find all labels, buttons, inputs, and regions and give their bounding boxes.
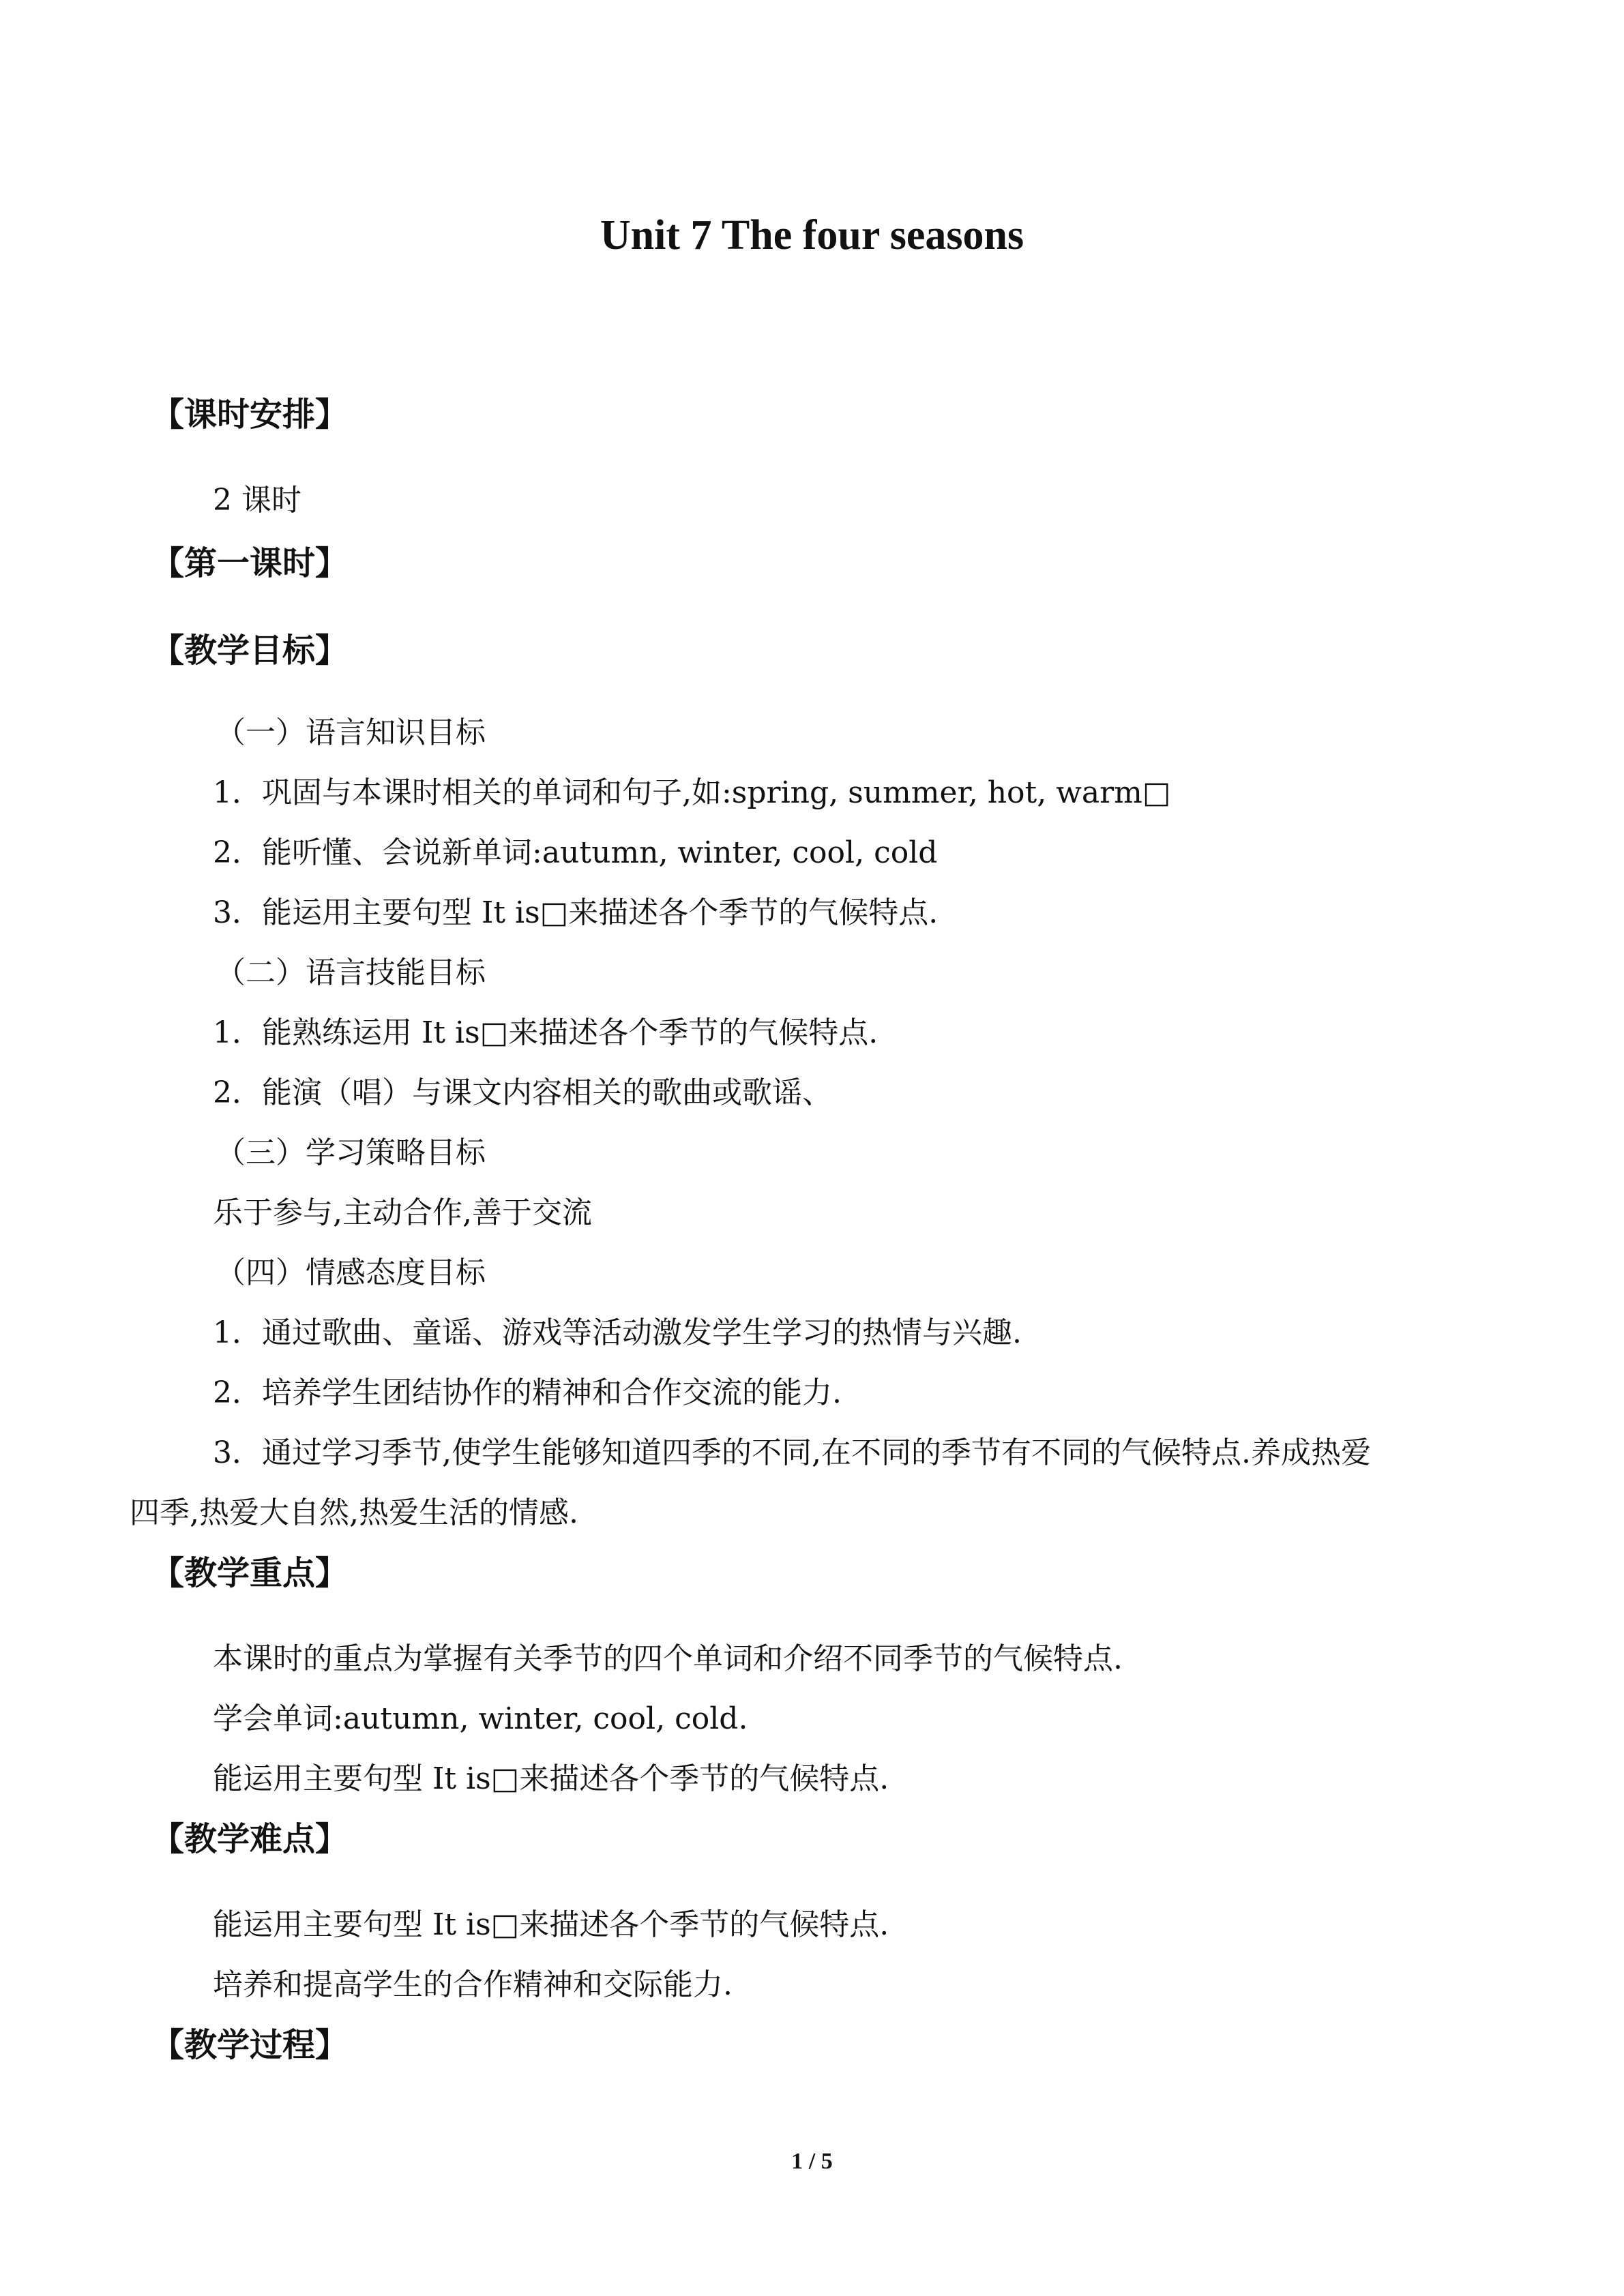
heading-key-points: 【教学重点】 [151,1554,349,1592]
key-point-2: 学会单词:autumn, winter, cool, cold. [213,1701,748,1736]
objective-group-1: （一）语言知识目标 [216,715,486,750]
heading-schedule: 【课时安排】 [151,396,349,434]
objective-3-1: 乐于参与,主动合作,善于交流 [213,1195,592,1230]
difficulty-2: 培养和提高学生的合作精神和交际能力. [213,1967,733,2002]
document-title: Unit 7 The four seasons [600,212,1024,258]
objective-1-1: 1．巩固与本课时相关的单词和句子,如:spring, summer, hot, warm□ [213,775,1171,810]
objective-2-2: 2．能演（唱）与课文内容相关的歌曲或歌谣、 [213,1075,832,1110]
heading-objectives: 【教学目标】 [151,631,349,670]
objective-4-3-line-2: 四季,热爱大自然,热爱生活的情感. [130,1495,578,1530]
objective-group-4: （四）情感态度目标 [216,1255,486,1290]
key-point-3: 能运用主要句型 It is□来描述各个季节的气候特点. [213,1761,889,1796]
objective-group-2: （二）语言技能目标 [216,955,486,990]
schedule-value: 2 课时 [213,483,301,518]
heading-difficulties: 【教学难点】 [151,1820,349,1858]
objective-4-3-line-1: 3．通过学习季节,使学生能够知道四季的不同,在不同的季节有不同的气候特点.养成热爱 [213,1435,1371,1470]
objective-4-1: 1．通过歌曲、童谣、游戏等活动激发学生学习的热情与兴趣. [213,1315,1022,1350]
heading-process: 【教学过程】 [151,2026,349,2064]
objective-1-2: 2．能听懂、会说新单词:autumn, winter, cool, cold [213,835,938,870]
difficulty-1: 能运用主要句型 It is□来描述各个季节的气候特点. [213,1907,889,1942]
page-number: 1 / 5 [791,2149,833,2174]
key-point-1: 本课时的重点为掌握有关季节的四个单词和介绍不同季节的气候特点. [213,1641,1123,1676]
objective-2-1: 1．能熟练运用 It is□来描述各个季节的气候特点. [213,1015,879,1050]
objective-group-3: （三）学习策略目标 [216,1135,486,1170]
heading-lesson-one: 【第一课时】 [151,544,349,582]
objective-4-2: 2．培养学生团结协作的精神和合作交流的能力. [213,1375,842,1410]
objective-1-3: 3．能运用主要句型 It is□来描述各个季节的气候特点. [213,895,939,930]
